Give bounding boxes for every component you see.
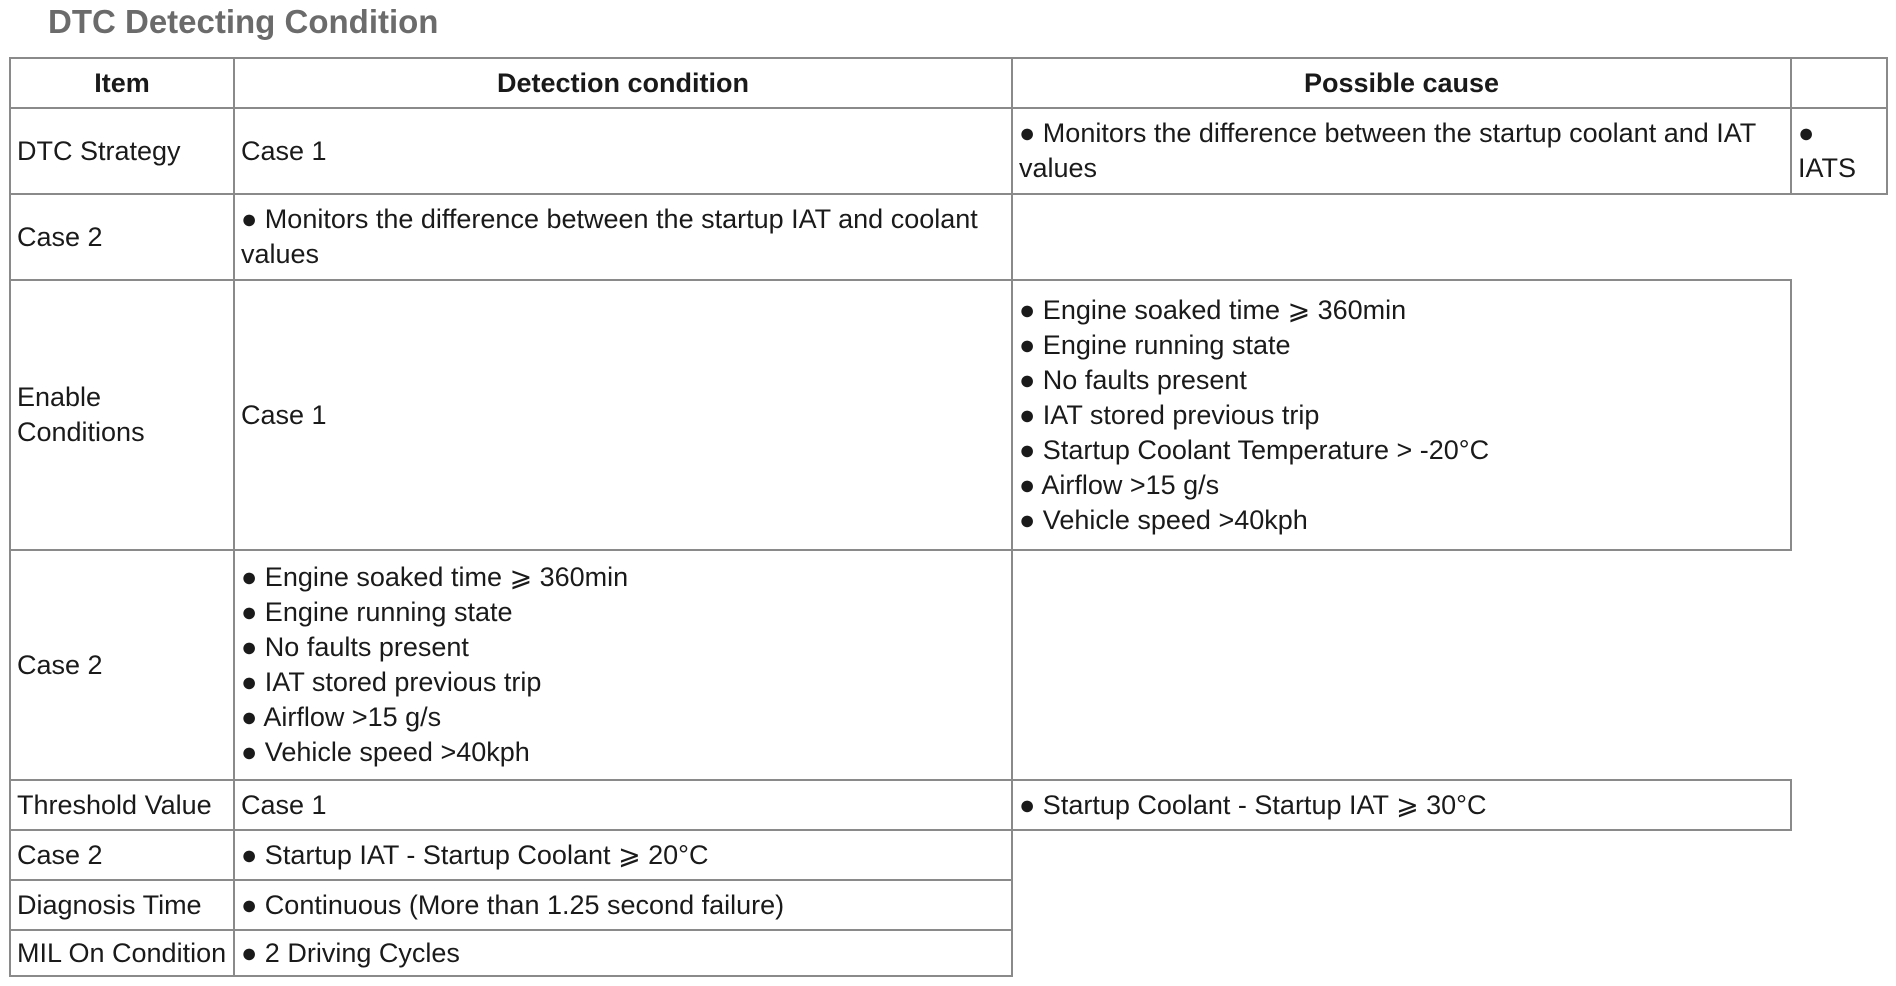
row-strategy-case2-detection: [233, 193, 1013, 281]
row-threshold-item: [9, 779, 235, 831]
threshold-case2-label: Case 2: [17, 839, 103, 870]
enable-case2-item: ● No faults present: [241, 632, 469, 662]
enable-case2-item: ● IAT stored previous trip: [241, 667, 542, 697]
dtc-strategy-case1: Case 1: [241, 135, 327, 166]
strategy-case2-label: Case 2: [17, 221, 103, 252]
threshold-case2-text: ● Startup IAT - Startup Coolant ⩾ 20°C: [241, 839, 709, 870]
enable-cause-item: ● Airflow >15 g/s: [1019, 469, 1220, 500]
row-enable-conditions-item: [9, 279, 235, 551]
row-dtc-strategy-extra: [1790, 107, 1888, 195]
header-detection-condition: [233, 57, 1013, 109]
dtc-strategy-label: DTC Strategy: [17, 135, 181, 166]
row-enable-conditions-detection: [233, 279, 1013, 551]
diagnosis-time-text: ● Continuous (More than 1.25 second failure): [241, 889, 785, 920]
row-dtc-strategy-item: [9, 107, 235, 195]
enable-case2-item: ● Airflow >15 g/s: [241, 702, 442, 732]
enable-case2-label: Case 2: [17, 649, 103, 680]
header-possible-cause: [1011, 57, 1792, 109]
row-threshold-case2-item: [9, 829, 235, 881]
row-threshold-case2-detection: [233, 829, 1013, 881]
dtc-detecting-condition-table: [9, 57, 1889, 977]
header-cause-label: Possible cause: [1303, 67, 1500, 98]
iats-bullet: ●: [1798, 118, 1815, 148]
enable-cause-item: ● Vehicle speed >40kph: [1019, 504, 1308, 535]
header-item: [9, 57, 235, 109]
enable-case2-item: ● Engine running state: [241, 597, 513, 627]
enable-conditions-case1: Case 1: [241, 399, 327, 430]
header-item-label: Item: [94, 67, 150, 98]
diagnosis-time-label: Diagnosis Time: [17, 889, 202, 920]
row-diagnosis-time-item: [9, 879, 235, 931]
page-title: DTC Detecting Condition: [48, 3, 439, 40]
enable-cause-item: ● Engine running state: [1019, 329, 1291, 360]
row-dtc-strategy-detection: [233, 107, 1013, 195]
row-enable-case2-detection: [233, 549, 1013, 781]
enable-conditions-label: Enable Conditions: [17, 382, 145, 447]
row-mil-on-item: [9, 929, 235, 977]
enable-case2-item: ● Vehicle speed >40kph: [241, 737, 530, 767]
enable-cause-item: ● IAT stored previous trip: [1019, 399, 1320, 430]
header-extra: [1790, 57, 1888, 109]
strategy-case2-text: ● Monitors the difference between the startup IAT and coolant values: [241, 204, 978, 269]
row-strategy-case2-item: [9, 193, 235, 281]
row-mil-on-detection: [233, 929, 1013, 977]
enable-cause-item: ● Engine soaked time ⩾ 360min: [1019, 294, 1407, 325]
row-enable-case2-item: [9, 549, 235, 781]
row-threshold-detection: [233, 779, 1013, 831]
enable-case2-item: ● Engine soaked time ⩾ 360min: [241, 562, 629, 592]
mil-on-text: ● 2 Driving Cycles: [241, 937, 460, 968]
threshold-cause-text: ● Startup Coolant - Startup IAT ⩾ 30°C: [1019, 789, 1487, 820]
threshold-label: Threshold Value: [17, 789, 212, 820]
enable-cause-item: ● No faults present: [1019, 364, 1247, 395]
row-diagnosis-time-detection: [233, 879, 1013, 931]
row-threshold-cause: [1011, 779, 1792, 831]
enable-cause-item: ● Startup Coolant Temperature > -20°C: [1019, 434, 1490, 465]
threshold-case1: Case 1: [241, 789, 327, 820]
iats-label: IATS: [1798, 153, 1857, 183]
header-detection-label: Detection condition: [497, 67, 749, 98]
row-enable-conditions-cause: [1011, 279, 1792, 551]
dtc-strategy-cause-text: ● Monitors the difference between the startup coolant and IAT values: [1019, 118, 1756, 183]
row-dtc-strategy-cause: [1011, 107, 1792, 195]
mil-on-label: MIL On Condition: [17, 937, 227, 968]
